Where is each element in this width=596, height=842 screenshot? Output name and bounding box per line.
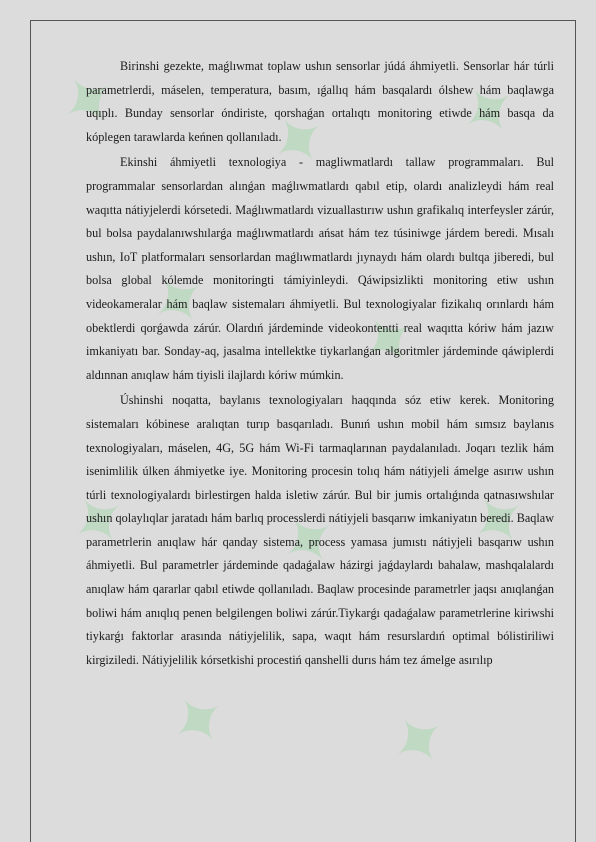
paragraph-2: Ekinshi áhmiyetli texnologiya - magliwmatlardı tallaw programmaları. Bul programmalar sensorlardan alınǵan maǵlıwmatlardı qabıl etip, olardı analizleydi hám real waqıtta nátiyjelerdi kórsetedi. Maǵlıwmatlardı vizuallastırıw ushın grafikalıq interfeysler zárúr, bul bolsa paydalanıwshılarǵa maǵlıwmatlardı ańsat hám tez túsiniwge járdem beredi. Mısalı ushın, IoT platformaları sensorlardan maǵlıwmatlardı jıynaydı hám olardı bultqa jiberedi, bul bolsa global kólemde monitoringti támiyinleydi. Qáwipsizlikti monitoring etiw ushın videokameralar hám baqlaw sistemaları áhmiyetli. Bul texnologiyalar fizikalıq orınlardı hám obektlerdi qorǵawda zárúr. Olardıń járdeminde videokontentti real waqıtta kóriw hám jazıw imkaniyatı bar. Sonday-aq, jasalma intellektke tiykarlanǵan algoritmler járdeminde qáwiplerdi aldınnan anıqlaw hám tiyisli ilajlardı kóriw múmkin. xyxy=(86,155,554,382)
body-text xyxy=(86,55,554,674)
paragraph-1: Birinshi gezekte, maǵlıwmat toplaw ushın sensorlar júdá áhmiyetli. Sensorlar hár túrli parametrlerdi, máselen, temperatura, basım, ıǵallıq hám basqalardı ólshew hám baqlawga uqıplı. Bunday sensorlar óndiriste, qorshaǵan ortalıqtı monitoring etiwde hám basqa da kóplegen tarawlarda keńnen qollanıladı. xyxy=(86,59,554,144)
paragraph-3: Úshinshi noqatta, baylanıs texnologiyaları haqqında sóz etiw kerek. Monitoring sistemaları kóbinese aralıqtan turıp basqarıladı. Bunıń ushın mobil hám sımsız baylanıs texnologiyaları, máselen, 4G, 5G hám Wi-Fi tarmaqlarınan paydalanıladı. Joqarı tezlik hám isenimlilik úlken áhmiyetke iye. Monitoring procesin tolıq hám nátiyjeli ámelge asırıw ushın túrli texnologiyalardı birlestirgen halda isletiw zárúr. Bul bir jumis ortalıǵında qatnasıwshılar ushın qolaylıqlar jaratadı hám barlıq processlerdi nátiyjeli basqarıw imkaniyatın beredi. Baqlaw parametrlerin anıqlaw hár qanday sistema, process yamasa jumıstı nátiyjeli basqarıw ushın áhmiyetli. Bul parametrler járdeminde qadaǵalaw házirgi jaǵdaylardı bahalaw, mashqalalardı anıqlaw hám qararlar qabıl etiwde qollanıladı. Baqlaw procesinde parametrler jaqsı anıqlanǵan boliwi hám anıqlıq penen belgilengen boliwi zárúr.Tiykarǵı qadaǵalaw parametrlerine kiriwshi tiykarǵı faktorlar arasında nátiyjelilik, sapa, waqıt hám resurslardıń optimal bólistiriliwi kirgiziledi. Nátiyjelilik kórsetkishi procestiń qanshelli durıs hám tez ámelge asırılıp xyxy=(86,393,554,667)
watermark: ✦ ✦ ✦ ✦ ✦ ✦ ✦ ✦ ✦ ✦ xyxy=(41,50,547,792)
